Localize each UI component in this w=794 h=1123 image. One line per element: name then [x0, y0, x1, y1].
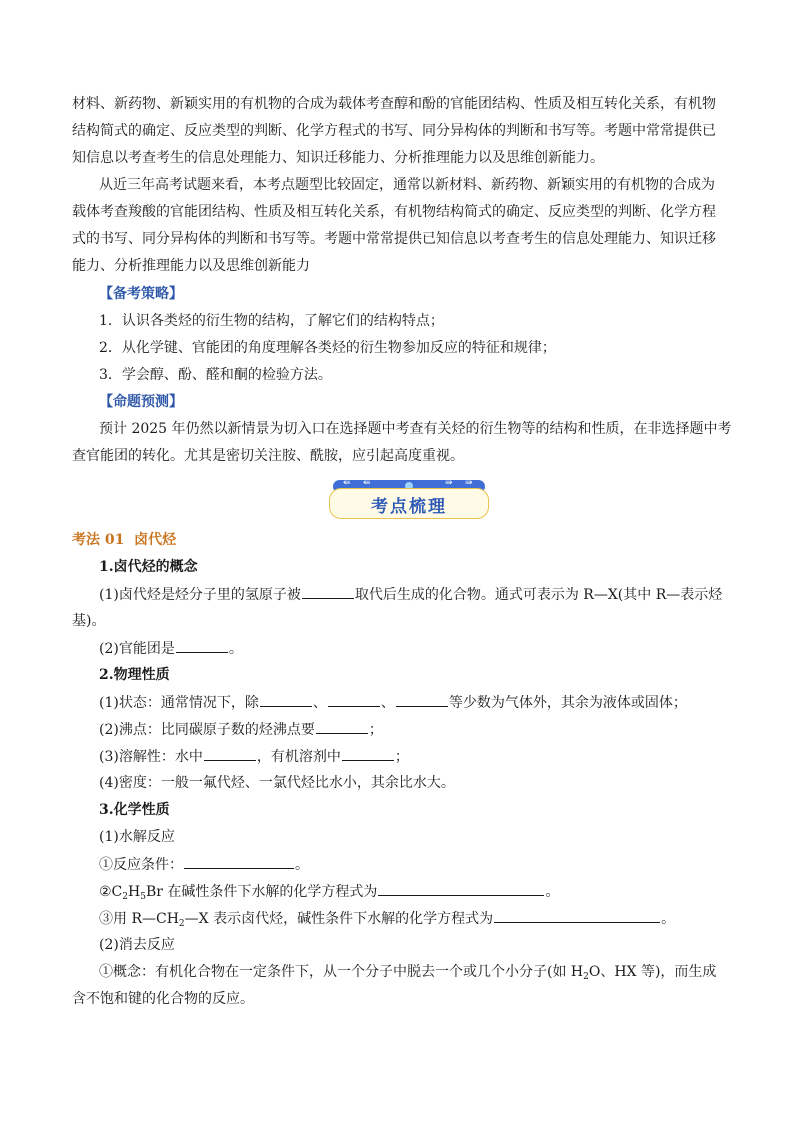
strategy-item: 2．从化学键、官能团的角度理解各类烃的衍生物参加反应的特征和规律；	[99, 340, 556, 356]
intro-line: 结构简式的确定、反应类型的判断、化学方程式的书写、同分异构体的判断和书写等。考题中常常提供已	[72, 123, 716, 139]
arrow-left-icon: ⇚	[363, 478, 371, 488]
elimination-concept: ①概念：有机化合物在一定条件下，从一个分子中脱去一个或几个小分子(如 $H_2O$、HX 等)，而生成	[99, 964, 717, 982]
intro-line: 从近三年高考试题来看，本考点题型比较固定，通常以新材料、新药物、新颖实用的有机物的合成为	[99, 177, 715, 193]
intro-line: 能力、分析推理能力以及思维创新能力	[72, 258, 310, 274]
strategy-heading: 【备考策略】	[99, 286, 183, 302]
section-title: 2.物理性质	[99, 667, 170, 683]
density-line: (4)密度：一般一氟代烃、一氯代烃比水小，其余比水大。	[99, 775, 455, 791]
fill-blank[interactable]	[494, 908, 660, 923]
intro-line: 载体考查羧酸的官能团结构、性质及相互转化关系，有机物结构简式的确定、反应类型的判断、化学方程	[72, 204, 716, 220]
fill-blank[interactable]	[396, 692, 448, 707]
fill-blank[interactable]	[378, 881, 544, 896]
arrow-left-icon: ⇚	[343, 478, 351, 488]
fill-blank[interactable]	[204, 746, 256, 761]
intro-line: 式的书写、同分异构体的判断和书写等。考题中常常提供已知信息以考查考生的信息处理能力、知识迁移	[72, 231, 716, 247]
fill-blank[interactable]	[342, 746, 394, 761]
solubility-line: (3)溶解性：水中 ，有机溶剂中 ；	[99, 746, 751, 767]
subsection-title: (1)水解反应	[99, 829, 175, 845]
strategy-item: 3．学会醇、酚、醛和酮的检验方法。	[99, 367, 332, 383]
state-line: (1)状态：通常情况下，除 、 、 等少数为气体外，其余为液体或固体；	[99, 692, 751, 713]
equation-line: $②C_2H_5Br$ 在碱性条件下水解的化学方程式为 。	[99, 881, 751, 902]
forecast-line: 预计 2025 年仍然以新情景为切入口在选择题中考查有关烃的衍生物等的结构和性质，在非选择题中考	[99, 421, 732, 437]
section-title: 3.化学性质	[99, 802, 170, 818]
arrow-right-icon: ⇛	[465, 478, 473, 488]
functional-group-line: (2)官能团是 。	[99, 638, 751, 659]
intro-line: 材料、新药物、新颖实用的有机物的合成为载体考查醇和酚的官能团结构、性质及相互转化关系，有机物	[72, 96, 716, 112]
banner-title: 考点梳理	[371, 497, 447, 517]
forecast-heading: 【命题预测】	[99, 394, 183, 410]
section-banner	[329, 480, 489, 520]
fill-blank[interactable]	[184, 854, 294, 869]
fill-blank[interactable]	[176, 638, 228, 653]
strategy-item: 1．认识各类烃的衍生物的结构，了解它们的结构特点；	[99, 313, 444, 329]
subsection-title: (2)消去反应	[99, 937, 175, 953]
fill-blank[interactable]	[316, 719, 368, 734]
method-label: 考法 01	[72, 532, 125, 548]
equation-line: ③用 $R—CH_2—X$ 表示卤代烃，碱性条件下水解的化学方程式为 。	[99, 908, 751, 929]
elimination-concept: 含不饱和键的化合物的反应。	[72, 991, 254, 1007]
arrow-right-icon: ⇛	[445, 478, 453, 488]
concept-line: (1)卤代烃是烃分子里的氢原子被 取代后生成的化合物。通式可表示为 R—X(其中 R—表示烃	[99, 584, 751, 605]
fill-blank[interactable]	[302, 584, 354, 599]
forecast-line: 查官能团的转化。尤其是密切关注胺、酰胺，应引起高度重视。	[72, 448, 464, 464]
concept-line: 基)。	[72, 613, 106, 629]
fill-blank[interactable]	[328, 692, 380, 707]
intro-line: 知信息以考查考生的信息处理能力、知识迁移能力、分析推理能力以及思维创新能力。	[72, 150, 604, 166]
section-title: 1.卤代烃的概念	[99, 559, 198, 575]
fill-blank[interactable]	[260, 692, 312, 707]
boiling-point-line: (2)沸点：比同碳原子数的烃沸点要 ；	[99, 719, 751, 740]
condition-line: ①反应条件： 。	[99, 854, 751, 875]
method-topic: 卤代烃	[134, 532, 177, 548]
method-heading	[72, 530, 724, 550]
